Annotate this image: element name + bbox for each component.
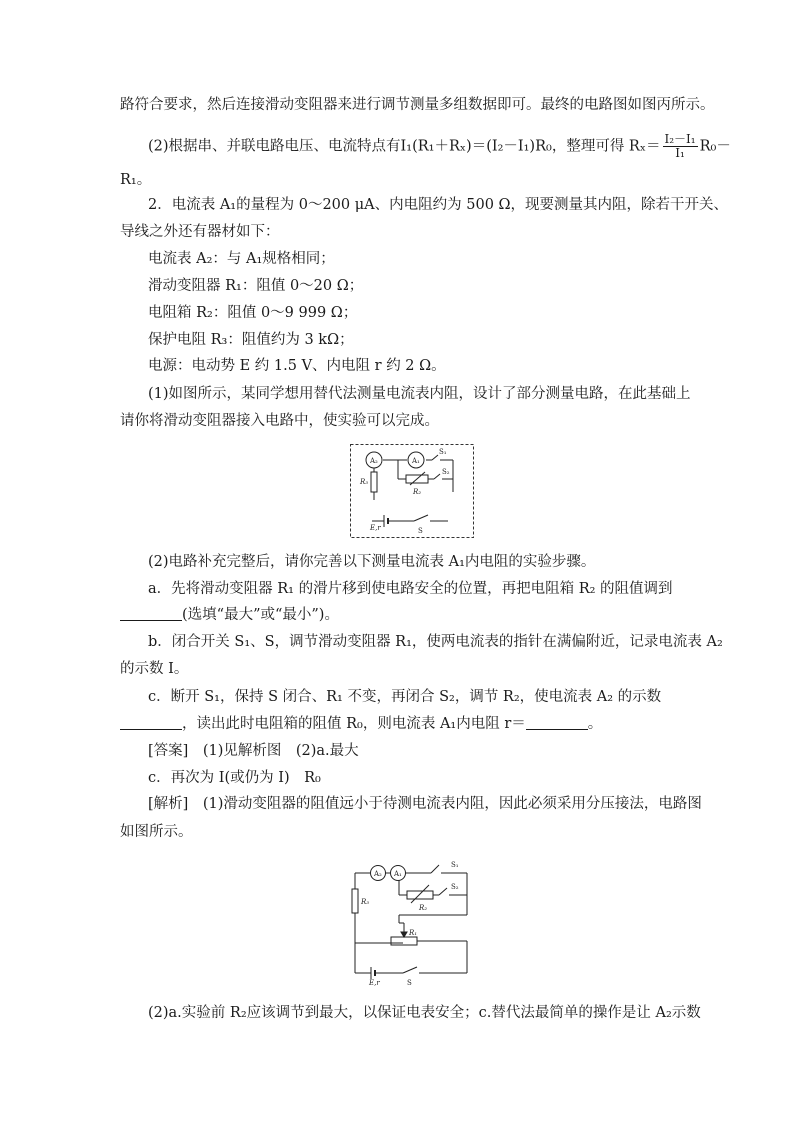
a2-label: A₂	[374, 870, 382, 878]
analysis-line: (2)a.实验前 R₂应该调节到最大，以保证电表安全；c.替代法最简单的操作是让 A₂示数	[148, 1005, 701, 1021]
s2-label: S₂	[442, 468, 450, 476]
fraction-numerator: I₂－I₁	[664, 132, 696, 146]
fraction-denominator: I₁	[675, 146, 685, 160]
resistance-box-r2-symbol	[407, 891, 433, 899]
text-line: (2)电路补充完整后，请你完善以下测量电流表 A₁内电阻的实验步骤。	[148, 554, 596, 570]
text-line: R₁。	[120, 172, 152, 188]
text-line: (1)如图所示，某同学想用替代法测量电流表内阻，设计了部分测量电路，在此基础上	[148, 386, 691, 402]
r1-label: R₁	[409, 929, 418, 937]
step-b: b．闭合开关 S₁、S，调节滑动变阻器 R₁，使两电流表的指针在满偏附近，记录电流表 A₂	[148, 634, 723, 650]
text-line	[120, 714, 602, 734]
s-label: S	[418, 527, 423, 535]
a1-label: A₁	[412, 457, 420, 465]
step-a: a．先将滑动变阻器 R₁ 的滑片移到使电路安全的位置，再把电阻箱 R₂ 的阻值调到	[148, 581, 673, 597]
equation-tail: R₀－	[699, 138, 731, 155]
r2-label: R₂	[419, 904, 428, 912]
text-segment: 。	[587, 716, 603, 732]
a2-label: A₂	[370, 457, 378, 465]
text-line	[120, 605, 339, 625]
s1-label: S₁	[451, 861, 459, 869]
r3-label: R₃	[360, 478, 369, 486]
question-stem: 2．电流表 A₁的量程为 0～200 μA、内电阻约为 500 Ω，现要测量其内阻，除若干开关、	[148, 197, 729, 213]
r3-label: R₃	[361, 898, 370, 906]
s1-label: S₁	[439, 448, 447, 456]
circuit-diagram-complete	[347, 855, 475, 987]
rheostat-r1-symbol	[391, 937, 417, 945]
r2-label: R₂	[413, 488, 422, 496]
resistor-r3-symbol	[371, 472, 377, 492]
er-label: E,r	[369, 979, 380, 987]
slider-arrow	[401, 932, 407, 937]
equipment-item: 电源：电动势 E 约 1.5 V、内电阻 r 约 2 Ω。	[148, 358, 446, 374]
text-line	[148, 133, 731, 160]
text-line: 如图所示。	[120, 824, 193, 840]
equipment-item: 电阻箱 R₂：阻值 0～9 999 Ω；	[148, 305, 358, 321]
text-segment: (选填“最大”或“最小”)。	[182, 607, 339, 623]
step-c: c．断开 S₁，保持 S 闭合、R₁ 不变，再闭合 S₂，调节 R₂，使电流表 A₂ 的示数	[148, 689, 662, 705]
answer-blank[interactable]	[526, 715, 588, 730]
fraction	[663, 133, 698, 160]
text-segment: (2)根据串、并联电路电压、电流特点有	[148, 138, 401, 155]
text-line: 的示数 I。	[120, 661, 189, 677]
answer-blank[interactable]	[120, 715, 182, 730]
analysis-line: [解析] (1)滑动变阻器的阻值远小于待测电流表内阻，因此必须采用分压接法，电路图	[148, 796, 702, 812]
text-segment: ，读出此时电阻箱的阻值 R₀，则电流表 A₁内电阻 r＝	[182, 716, 526, 732]
s2-label: S₂	[451, 883, 459, 891]
text-line: 导线之外还有器材如下：	[120, 224, 280, 240]
a1-label: A₁	[394, 870, 402, 878]
equipment-item: 电流表 A₂：与 A₁规格相同；	[148, 251, 335, 267]
s-label: S	[407, 979, 412, 987]
equipment-item: 保护电阻 R₃：阻值约为 3 kΩ；	[148, 332, 354, 348]
circuit-diagram-partial	[350, 444, 474, 538]
equation: I₁(R₁＋Rₓ)＝(I₂－I₁)R₀，整理可得 Rₓ＝	[400, 138, 661, 155]
er-label: E,r	[370, 524, 381, 532]
resistor-r3-symbol	[352, 889, 358, 913]
text-line: 路符合要求，然后连接滑动变阻器来进行调节测量多组数据即可。最终的电路图如图丙所示。	[120, 97, 715, 113]
text-line: 请你将滑动变阻器接入电路中，使实验可以完成。	[120, 413, 439, 429]
equipment-item: 滑动变阻器 R₁：阻值 0～20 Ω；	[148, 278, 364, 294]
answer-blank[interactable]	[120, 606, 182, 621]
answer-line: [答案] (1)见解析图 (2)a.最大	[148, 743, 359, 759]
answer-line: c．再次为 I(或仍为 I) R₀	[148, 770, 321, 786]
